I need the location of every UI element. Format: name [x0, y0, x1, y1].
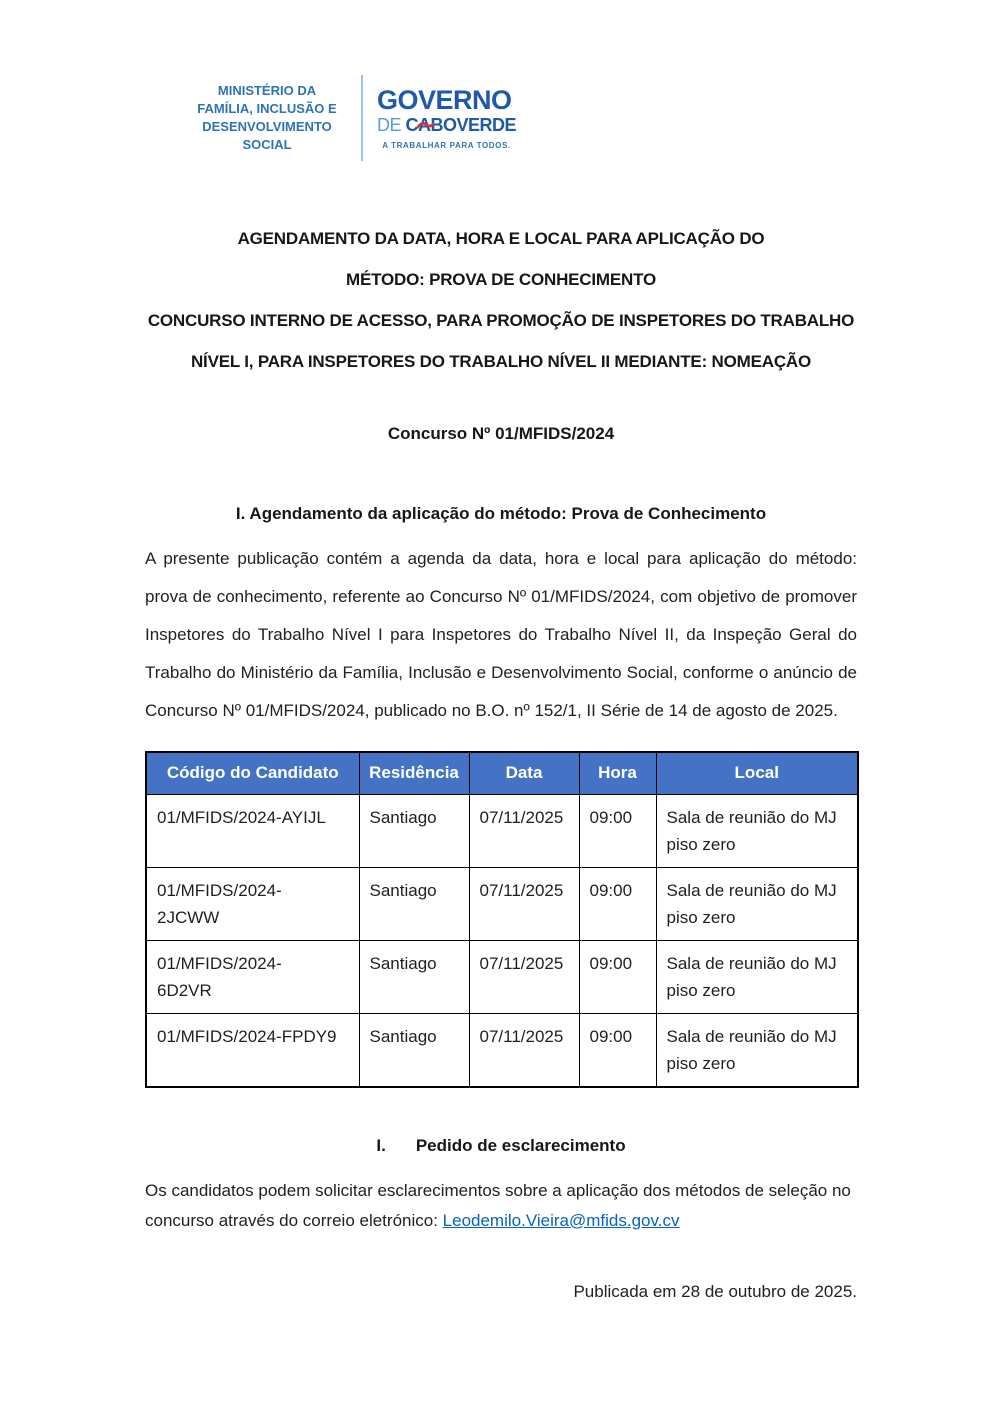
- column-header-codigo: Código do Candidato: [146, 752, 359, 794]
- cell-codigo: 01/MFIDS/2024-2JCWW: [146, 867, 359, 940]
- table-row: [146, 794, 858, 867]
- ministry-line: MINISTÉRIO DA: [217, 83, 317, 98]
- schedule-table: [145, 751, 859, 1088]
- cell-codigo: 01/MFIDS/2024-6D2VR: [146, 940, 359, 1013]
- column-header-local: Local: [656, 752, 858, 794]
- logo-tagline: A TRABALHAR PARA TODOS.: [382, 140, 511, 150]
- document-title: [145, 218, 857, 382]
- cell-codigo: 01/MFIDS/2024-FPDY9: [146, 1013, 359, 1087]
- ministry-line: FAMÍLIA, INCLUSÃO E: [197, 101, 337, 116]
- table-row: [146, 940, 858, 1013]
- cell-local: Sala de reunião do MJ piso zero: [656, 867, 858, 940]
- cabo-verde-wordmark: [377, 116, 516, 134]
- title-line: NÍVEL I, PARA INSPETORES DO TRABALHO NÍVEL II MEDIANTE: NOMEAÇÃO: [190, 352, 812, 371]
- governo-cabo-verde-logo: [377, 84, 517, 150]
- section-label: Pedido de esclarecimento: [415, 1135, 626, 1155]
- cell-local: Sala de reunião do MJ piso zero: [656, 940, 858, 1013]
- cabo-verde-label: CABOVERDE: [405, 114, 517, 135]
- ministry-line: DESENVOLVIMENTO SOCIAL: [202, 119, 332, 152]
- de-label: DE: [377, 114, 406, 135]
- table-row: [146, 867, 858, 940]
- ministry-logo-text: [183, 82, 351, 154]
- title-line: AGENDAMENTO DA DATA, HORA E LOCAL PARA APLICAÇÃO DO: [237, 229, 765, 248]
- section-number: I.: [376, 1135, 386, 1155]
- column-header-hora: Hora: [579, 752, 656, 794]
- esclarecimento-paragraph: [145, 1176, 857, 1236]
- letterhead: [183, 72, 857, 164]
- column-header-residencia: Residência: [359, 752, 469, 794]
- section-heading-esclarecimento: [145, 1136, 857, 1156]
- cell-data: 07/11/2025: [469, 940, 579, 1013]
- esclarecimento-text: Os candidatos podem solicitar esclarecimentos sobre a aplicação dos métodos de seleção no concurso através do correio eletrónico:: [145, 1180, 851, 1230]
- cell-residencia: Santiago: [359, 1013, 469, 1087]
- cell-data: 07/11/2025: [469, 794, 579, 867]
- cell-hora: 09:00: [579, 940, 656, 1013]
- cell-residencia: Santiago: [359, 794, 469, 867]
- governo-wordmark: GOVERNO: [377, 84, 512, 115]
- agendamento-paragraph: A presente publicação contém a agenda da data, hora e local para aplicação do método: prova de conhecimento, referente ao Concurso Nº 01/MFIDS/2024, com objetivo de promover Inspetores do Trabalho Nível I para Inspetores do Trabalho Nível II, da Inspeção Geral do Trabalho do Ministério da Família, Inclusão e Desenvolvimento Social, conforme o anúncio de Concurso Nº 01/MFIDS/2024, publicado no B.O. nº 152/1, II Série de 14 de agosto de 2025.: [145, 549, 857, 720]
- table-row: [146, 1013, 858, 1087]
- cell-hora: 09:00: [579, 1013, 656, 1087]
- cell-local: Sala de reunião do MJ piso zero: [656, 794, 858, 867]
- cell-data: 07/11/2025: [469, 1013, 579, 1087]
- column-header-data: Data: [469, 752, 579, 794]
- cell-local: Sala de reunião do MJ piso zero: [656, 1013, 858, 1087]
- cell-hora: 09:00: [579, 867, 656, 940]
- contact-email-link[interactable]: Leodemilo.Vieira@mfids.gov.cv: [442, 1210, 680, 1230]
- table-header-row: [146, 752, 858, 794]
- title-line: CONCURSO INTERNO DE ACESSO, PARA PROMOÇÃO DE INSPETORES DO TRABALHO: [147, 311, 855, 330]
- concurso-number: Concurso Nº 01/MFIDS/2024: [387, 424, 615, 443]
- cell-residencia: Santiago: [359, 940, 469, 1013]
- flag-swoosh-icon: [417, 121, 434, 130]
- cell-codigo: 01/MFIDS/2024-AYIJL: [146, 794, 359, 867]
- cell-data: 07/11/2025: [469, 867, 579, 940]
- cell-hora: 09:00: [579, 794, 656, 867]
- section-heading-agendamento: I. Agendamento da aplicação do método: Prova de Conhecimento: [235, 504, 767, 523]
- cell-residencia: Santiago: [359, 867, 469, 940]
- title-line: MÉTODO: PROVA DE CONHECIMENTO: [346, 270, 656, 289]
- publication-date: Publicada em 28 de outubro de 2025.: [573, 1281, 857, 1301]
- logo-divider: [361, 75, 363, 161]
